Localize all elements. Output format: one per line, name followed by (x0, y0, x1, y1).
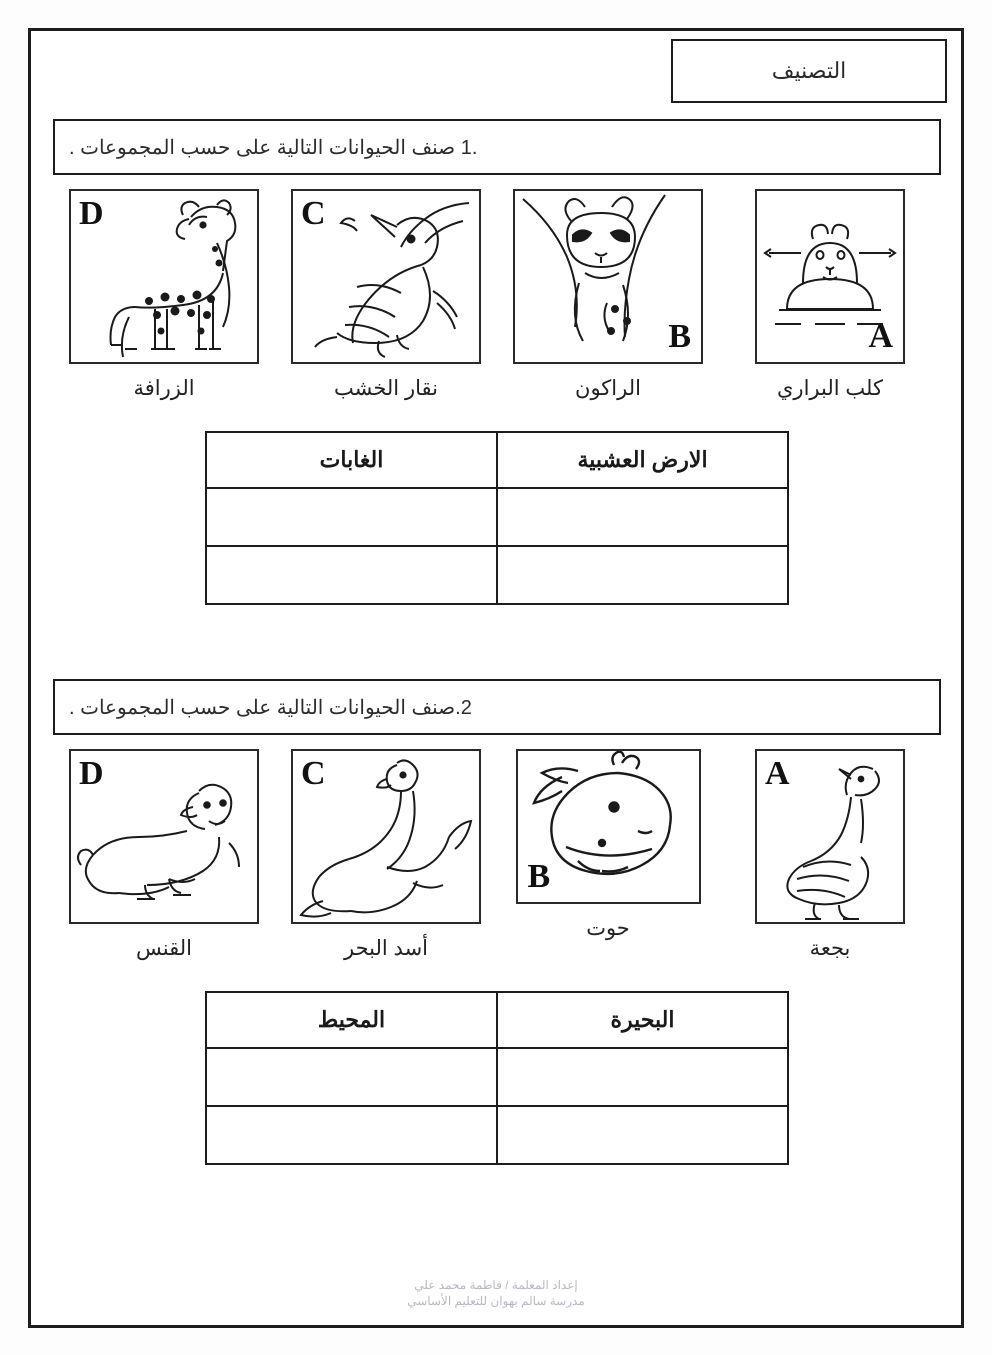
page-title: التصنيف (771, 58, 847, 83)
card-2-b-letter: B (527, 858, 551, 895)
card-1-c (287, 189, 485, 401)
table-1-cell-1-1[interactable] (206, 546, 497, 604)
table-row (206, 546, 788, 604)
card-1-d-letter: D (79, 195, 104, 232)
section-1-cards (53, 189, 941, 401)
table-2-cell-1-0[interactable] (497, 1106, 788, 1164)
card-2-a (731, 749, 929, 961)
footer-line-2: مدرسة سالم بهوان للتعليم الأساسي (407, 1294, 585, 1308)
question-1-text: .1 صنف الحيوانات التالية على حسب المجموعات . (69, 136, 478, 159)
table-1-header-0: الارض العشبية (497, 432, 788, 488)
card-2-d-caption: القنس (136, 937, 192, 960)
footer-line-1: إعداد المعلمة / فاطمة محمد علي (414, 1278, 578, 1292)
question-2-box (53, 679, 941, 735)
worksheet-sheet (28, 28, 964, 1328)
table-2-cell-0-0[interactable] (497, 1048, 788, 1106)
table-2-header-0: البحيرة (497, 992, 788, 1048)
table-1-cell-1-0[interactable] (497, 546, 788, 604)
card-1-a-letter: A (868, 318, 893, 355)
card-1-d-caption: الزرافة (133, 377, 195, 400)
worksheet-title-box (671, 39, 947, 103)
card-2-c-letter: C (301, 755, 326, 792)
section-1-table (205, 431, 789, 605)
section-2 (53, 679, 941, 1165)
section-2-table (205, 991, 789, 1165)
table-1-cell-0-0[interactable] (497, 488, 788, 546)
worksheet-footer (31, 1277, 961, 1309)
card-2-a-frame (755, 749, 905, 924)
card-1-a-caption: كلب البراري (777, 377, 883, 400)
table-header-row (206, 432, 788, 488)
card-2-a-caption: بجعة (809, 937, 851, 960)
card-1-d (65, 189, 263, 401)
card-2-b-caption: حوت (586, 917, 630, 940)
card-2-a-letter: A (765, 755, 790, 792)
question-2-text: 2.صنف الحيوانات التالية على حسب المجموعات . (69, 696, 472, 719)
table-2-header-1: المحيط (206, 992, 497, 1048)
card-2-b-frame (516, 749, 701, 904)
table-row (206, 1048, 788, 1106)
table-1-header-1: الغابات (206, 432, 497, 488)
table-header-row (206, 992, 788, 1048)
card-1-c-caption: نقار الخشب (334, 377, 438, 400)
card-1-a-frame (755, 189, 905, 364)
table-1-cell-0-1[interactable] (206, 488, 497, 546)
table-2-cell-1-1[interactable] (206, 1106, 497, 1164)
card-1-b-letter: B (668, 318, 691, 355)
card-1-c-frame (291, 189, 481, 364)
card-2-d-letter: D (79, 755, 104, 792)
card-2-d-frame (69, 749, 259, 924)
card-2-c-frame (291, 749, 481, 924)
section-1 (53, 119, 941, 605)
card-2-c (287, 749, 485, 961)
card-2-d (65, 749, 263, 961)
card-1-b-caption: الراكون (575, 377, 641, 400)
question-1-box (53, 119, 941, 175)
card-1-d-frame (69, 189, 259, 364)
card-1-a (731, 189, 929, 401)
table-row (206, 488, 788, 546)
table-row (206, 1106, 788, 1164)
card-2-b (509, 749, 707, 941)
card-1-b-frame (513, 189, 703, 364)
card-1-c-letter: C (301, 195, 326, 232)
table-2-cell-0-1[interactable] (206, 1048, 497, 1106)
card-2-c-caption: أسد البحر (344, 937, 428, 960)
section-2-cards (53, 749, 941, 961)
card-1-b (509, 189, 707, 401)
